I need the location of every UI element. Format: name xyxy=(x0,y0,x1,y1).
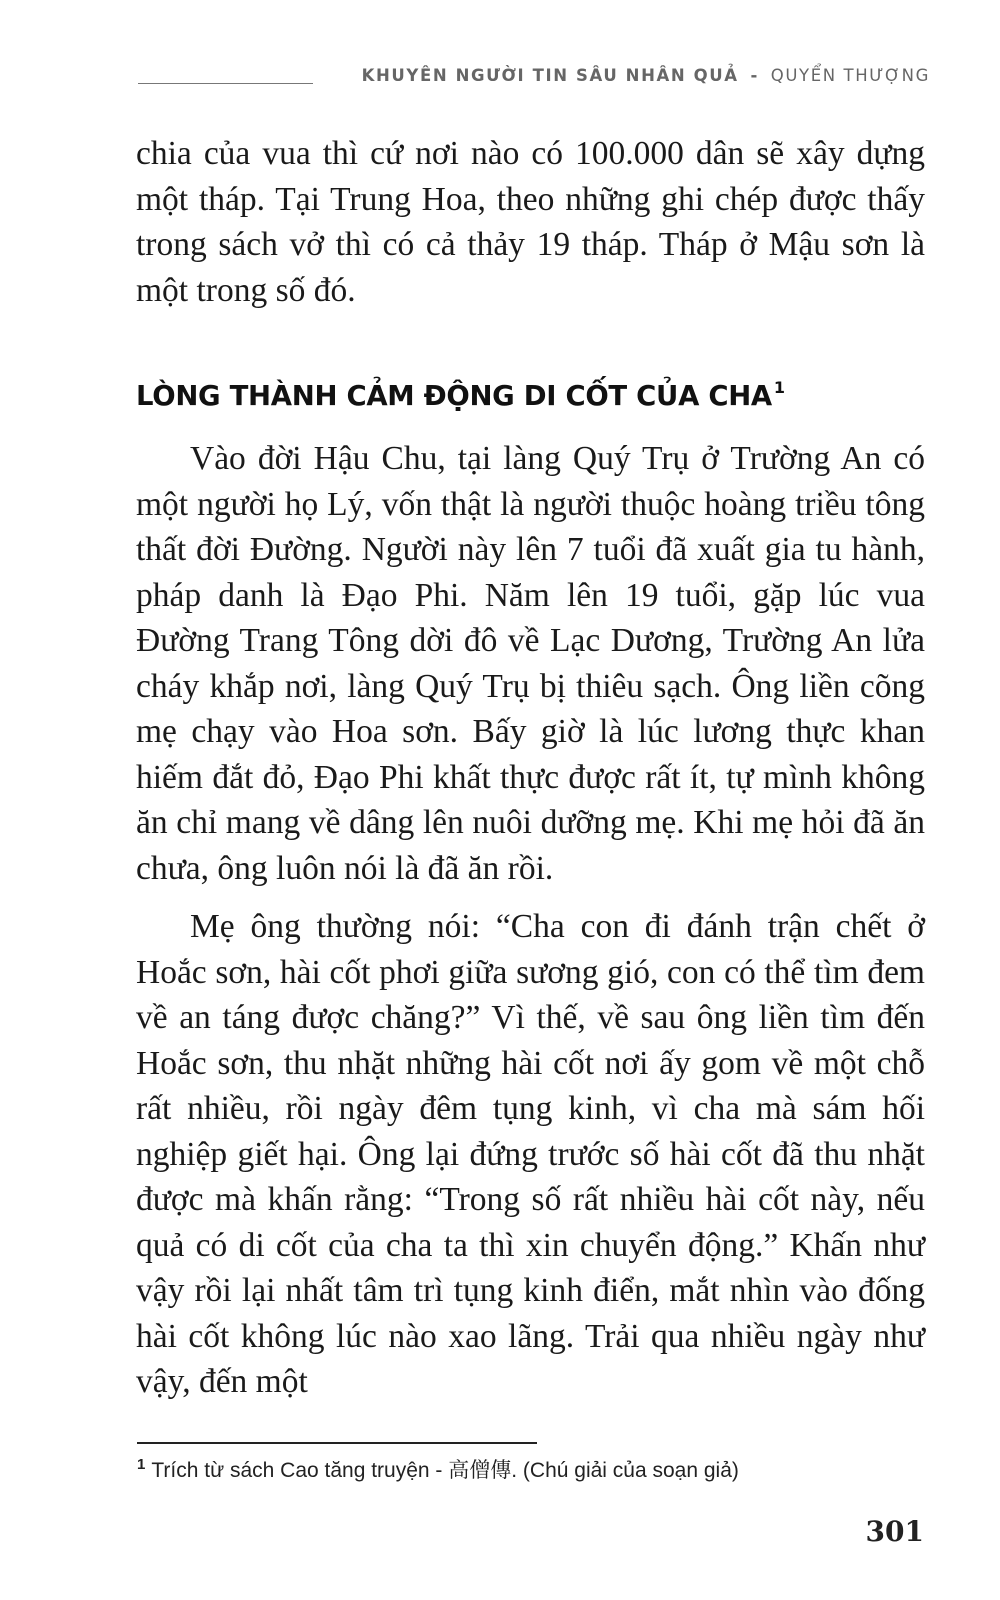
body-paragraph: Vào đời Hậu Chu, tại làng Quý Trụ ở Trường An có một người họ Lý, vốn thật là người thuộc hoàng triều tông thất đời Đường. Người này lên 7 tuổi đã xuất gia tu hành, pháp danh là Đạo Phi. Năm lên 19 tuổi, gặp lúc vua Đường Trang Tông dời đô về Lạc Dương, Trường An lửa cháy khắp nơi, làng Quý Trụ bị thiêu sạch. Ông liền cõng mẹ chạy vào Hoa sơn. Bấy giờ là lúc lương thực khan hiếm đắt đỏ, Đạo Phi khất thực được rất ít, tự mình không ăn chỉ mang về dâng lên nuôi dưỡng mẹ. Khi mẹ hỏi đã ăn chưa, ông luôn nói là đã ăn rồi. xyxy=(136,440,925,887)
footnote-marker: 1 xyxy=(137,1456,146,1473)
body-paragraph: chia của vua thì cứ nơi nào có 100.000 dân sẽ xây dựng một tháp. Tại Trung Hoa, theo những ghi chép được thấy trong sách vở thì có cả thảy 19 tháp. Tháp ở Mậu sơn là một trong số đó. xyxy=(136,135,925,309)
running-header xyxy=(138,60,930,90)
footnote-text: Trích từ sách Cao tăng truyện - 高僧傳. (Chú giải của soạn giả) xyxy=(151,1459,739,1482)
body-paragraph: Mẹ ông thường nói: “Cha con đi đánh trận chết ở Hoắc sơn, hài cốt phơi giữa sương gió, con có thể tìm đem về an táng được chăng?” Vì thế, về sau ông liền tìm đến Hoắc sơn, thu nhặt những hài cốt nơi ấy gom về một chỗ rất nhiều, rồi ngày đêm tụng kinh, vì cha mà sám hối nghiệp giết hại. Ông lại đứng trước số hài cốt đã thu nhặt được mà khấn rằng: “Trong số rất nhiều hài cốt này, nếu quả có di cốt của cha ta thì xin chuyển động.” Khấn như vậy rồi lại nhất tâm trì tụng kinh điển, mắt nhìn vào đống hài cốt không lúc nào xao lãng. Trải qua nhiều ngày như vậy, đến một xyxy=(136,908,925,1400)
book-title-main: KHUYÊN NGƯỜI TIN SÂU NHÂN QUẢ xyxy=(361,65,739,85)
page-number: 301 xyxy=(865,1515,924,1548)
book-volume: QUYỂN THƯỢNG xyxy=(770,65,930,85)
section-heading xyxy=(136,368,925,416)
section-heading-text: LÒNG THÀNH CẢM ĐỘNG DI CỐT CỦA CHA xyxy=(136,380,772,412)
footnote-divider xyxy=(137,1442,537,1444)
book-title-separator: - xyxy=(750,65,759,85)
footnote-reference: 1 xyxy=(773,378,785,397)
book-title xyxy=(362,66,930,85)
header-rule xyxy=(138,83,313,84)
footnote xyxy=(137,1450,937,1486)
page-body xyxy=(136,131,925,1405)
